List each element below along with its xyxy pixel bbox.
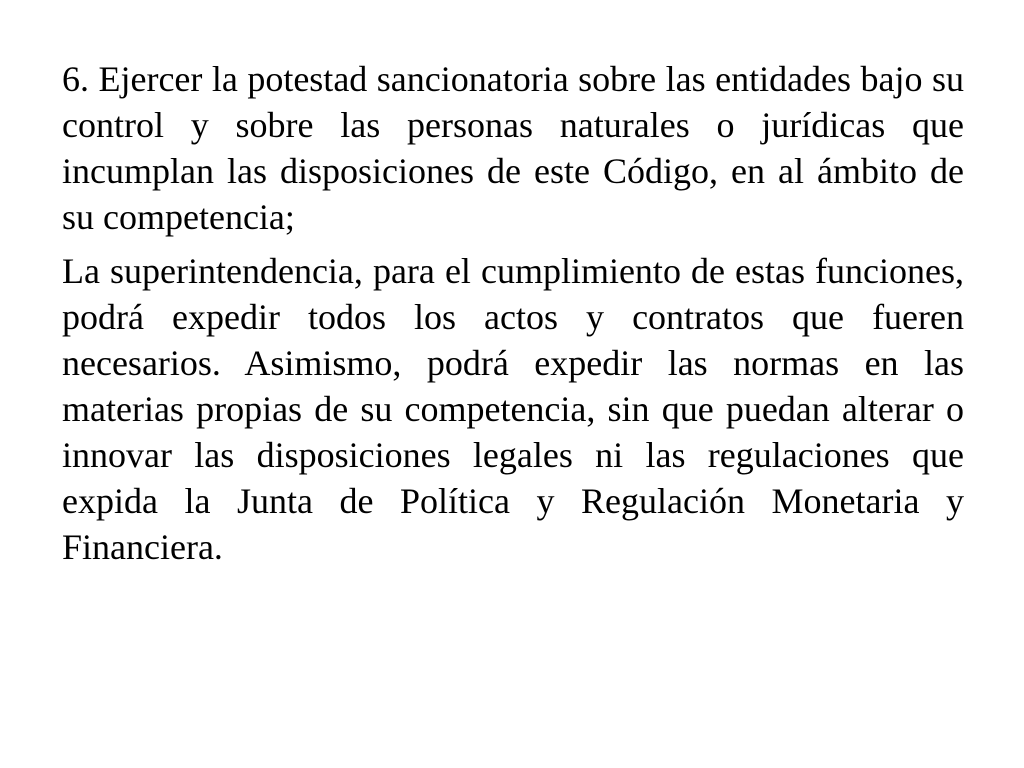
- paragraph-superintendencia: La superintendencia, para el cumplimiento de estas funciones, podrá expedir todos los actos y contratos que fueren necesarios. Asimismo, podrá expedir las normas en las materias propias de su competencia, sin que puedan alterar o innovar las disposiciones legales ni las regulaciones que expida la Junta de Política y Regulación Monetaria y Financiera.: [62, 251, 964, 567]
- paragraph-item-6: 6. Ejercer la potestad sancionatoria sobre las entidades bajo su control y sobre las personas naturales o jurídicas que incumplan las disposiciones de este Código, en al ámbito de su competencia;: [62, 59, 964, 237]
- slide-body: [62, 56, 964, 570]
